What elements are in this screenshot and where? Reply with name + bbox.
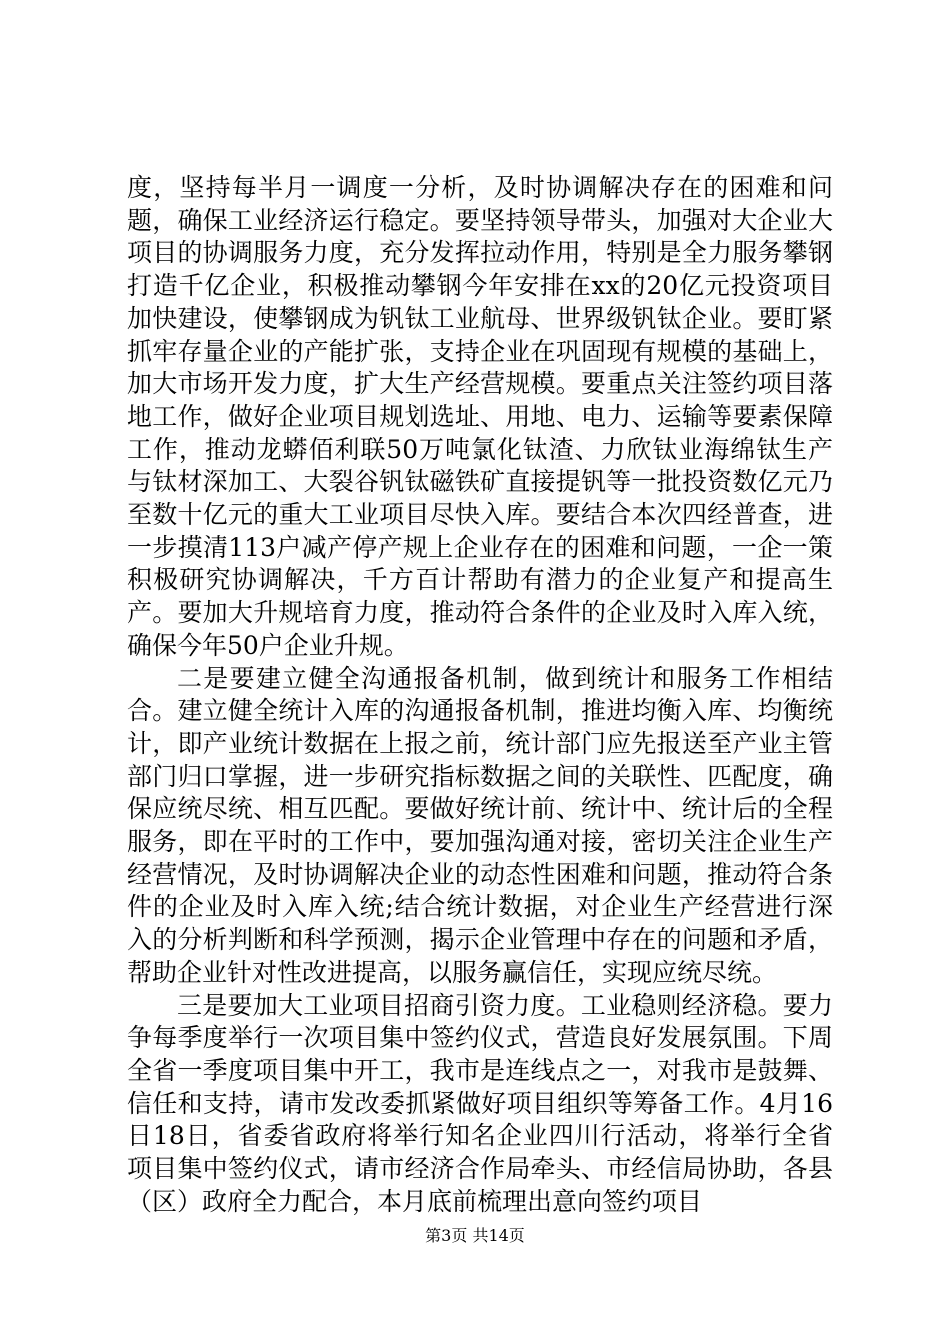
page-footer: 第3页 共14页 — [425, 1226, 525, 1245]
paragraph-3: 三是要加大工业项目招商引资力度。工业稳则经济稳。要力争每季度举行一次项目集中签约仪式，营造良好发展氛围。下周全省一季度项目集中开工，我市是连线点之一，对我市是鼓舞、信任和支持，请市发改委抓紧做好项目组织等筹备工作。4月16日18日，省委省政府将举行知名企业四川行活动，将举行全省项目集中签约仪式，请市经济合作局牵头、市经信局协助，各县（区）政府全力配合，本月底前梳理出意向签约项目 — [127, 990, 833, 1216]
document-body — [127, 172, 833, 1219]
paragraph-1: 度，坚持每半月一调度一分析，及时协调解决存在的困难和问题，确保工业经济运行稳定。要坚持领导带头，加强对大企业大项目的协调服务力度，充分发挥拉动作用，特别是全力服务攀钢打造千亿企业，积极推动攀钢今年安排在xx的20亿元投资项目加快建设，使攀钢成为钒钛工业航母、世界级钒钛企业。要盯紧抓牢存量企业的产能扩张，支持企业在巩固现有规模的基础上，加大市场开发力度，扩大生产经营规模。要重点关注签约项目落地工作，做好企业项目规划选址、用地、电力、运输等要素保障工作，推动龙蟒佰利联50万吨氯化钛渣、力欣钛业海绵钛生产与钛材深加工、大裂谷钒钛磁铁矿直接提钒等一批投资数亿元乃至数十亿元的重大工业项目尽快入库。要结合本次四经普查，进一步摸清113户减产停产规上企业存在的困难和问题，一企一策积极研究协调解决，千方百计帮助有潜力的企业复产和提高生产。要加大升规培育力度，推动符合条件的企业及时入库入统，确保今年50户企业升规。 — [127, 173, 833, 660]
paragraph-2: 二是要建立健全沟通报备机制，做到统计和服务工作相结合。建立健全统计入库的沟通报备机制，推进均衡入库、均衡统计，即产业统计数据在上报之前，统计部门应先报送至产业主管部门归口掌握，进一步研究指标数据之间的关联性、匹配度，确保应统尽统、相互匹配。要做好统计前、统计中、统计后的全程服务，即在平时的工作中，要加强沟通对接，密切关注企业生产经营情况，及时协调解决企业的动态性困难和问题，推动符合条件的企业及时入库入统;结合统计数据，对企业生产经营进行深入的分析判断和科学预测，揭示企业管理中存在的问题和矛盾，帮助企业针对性改进提高，以服务赢信任，实现应统尽统。 — [127, 663, 833, 987]
